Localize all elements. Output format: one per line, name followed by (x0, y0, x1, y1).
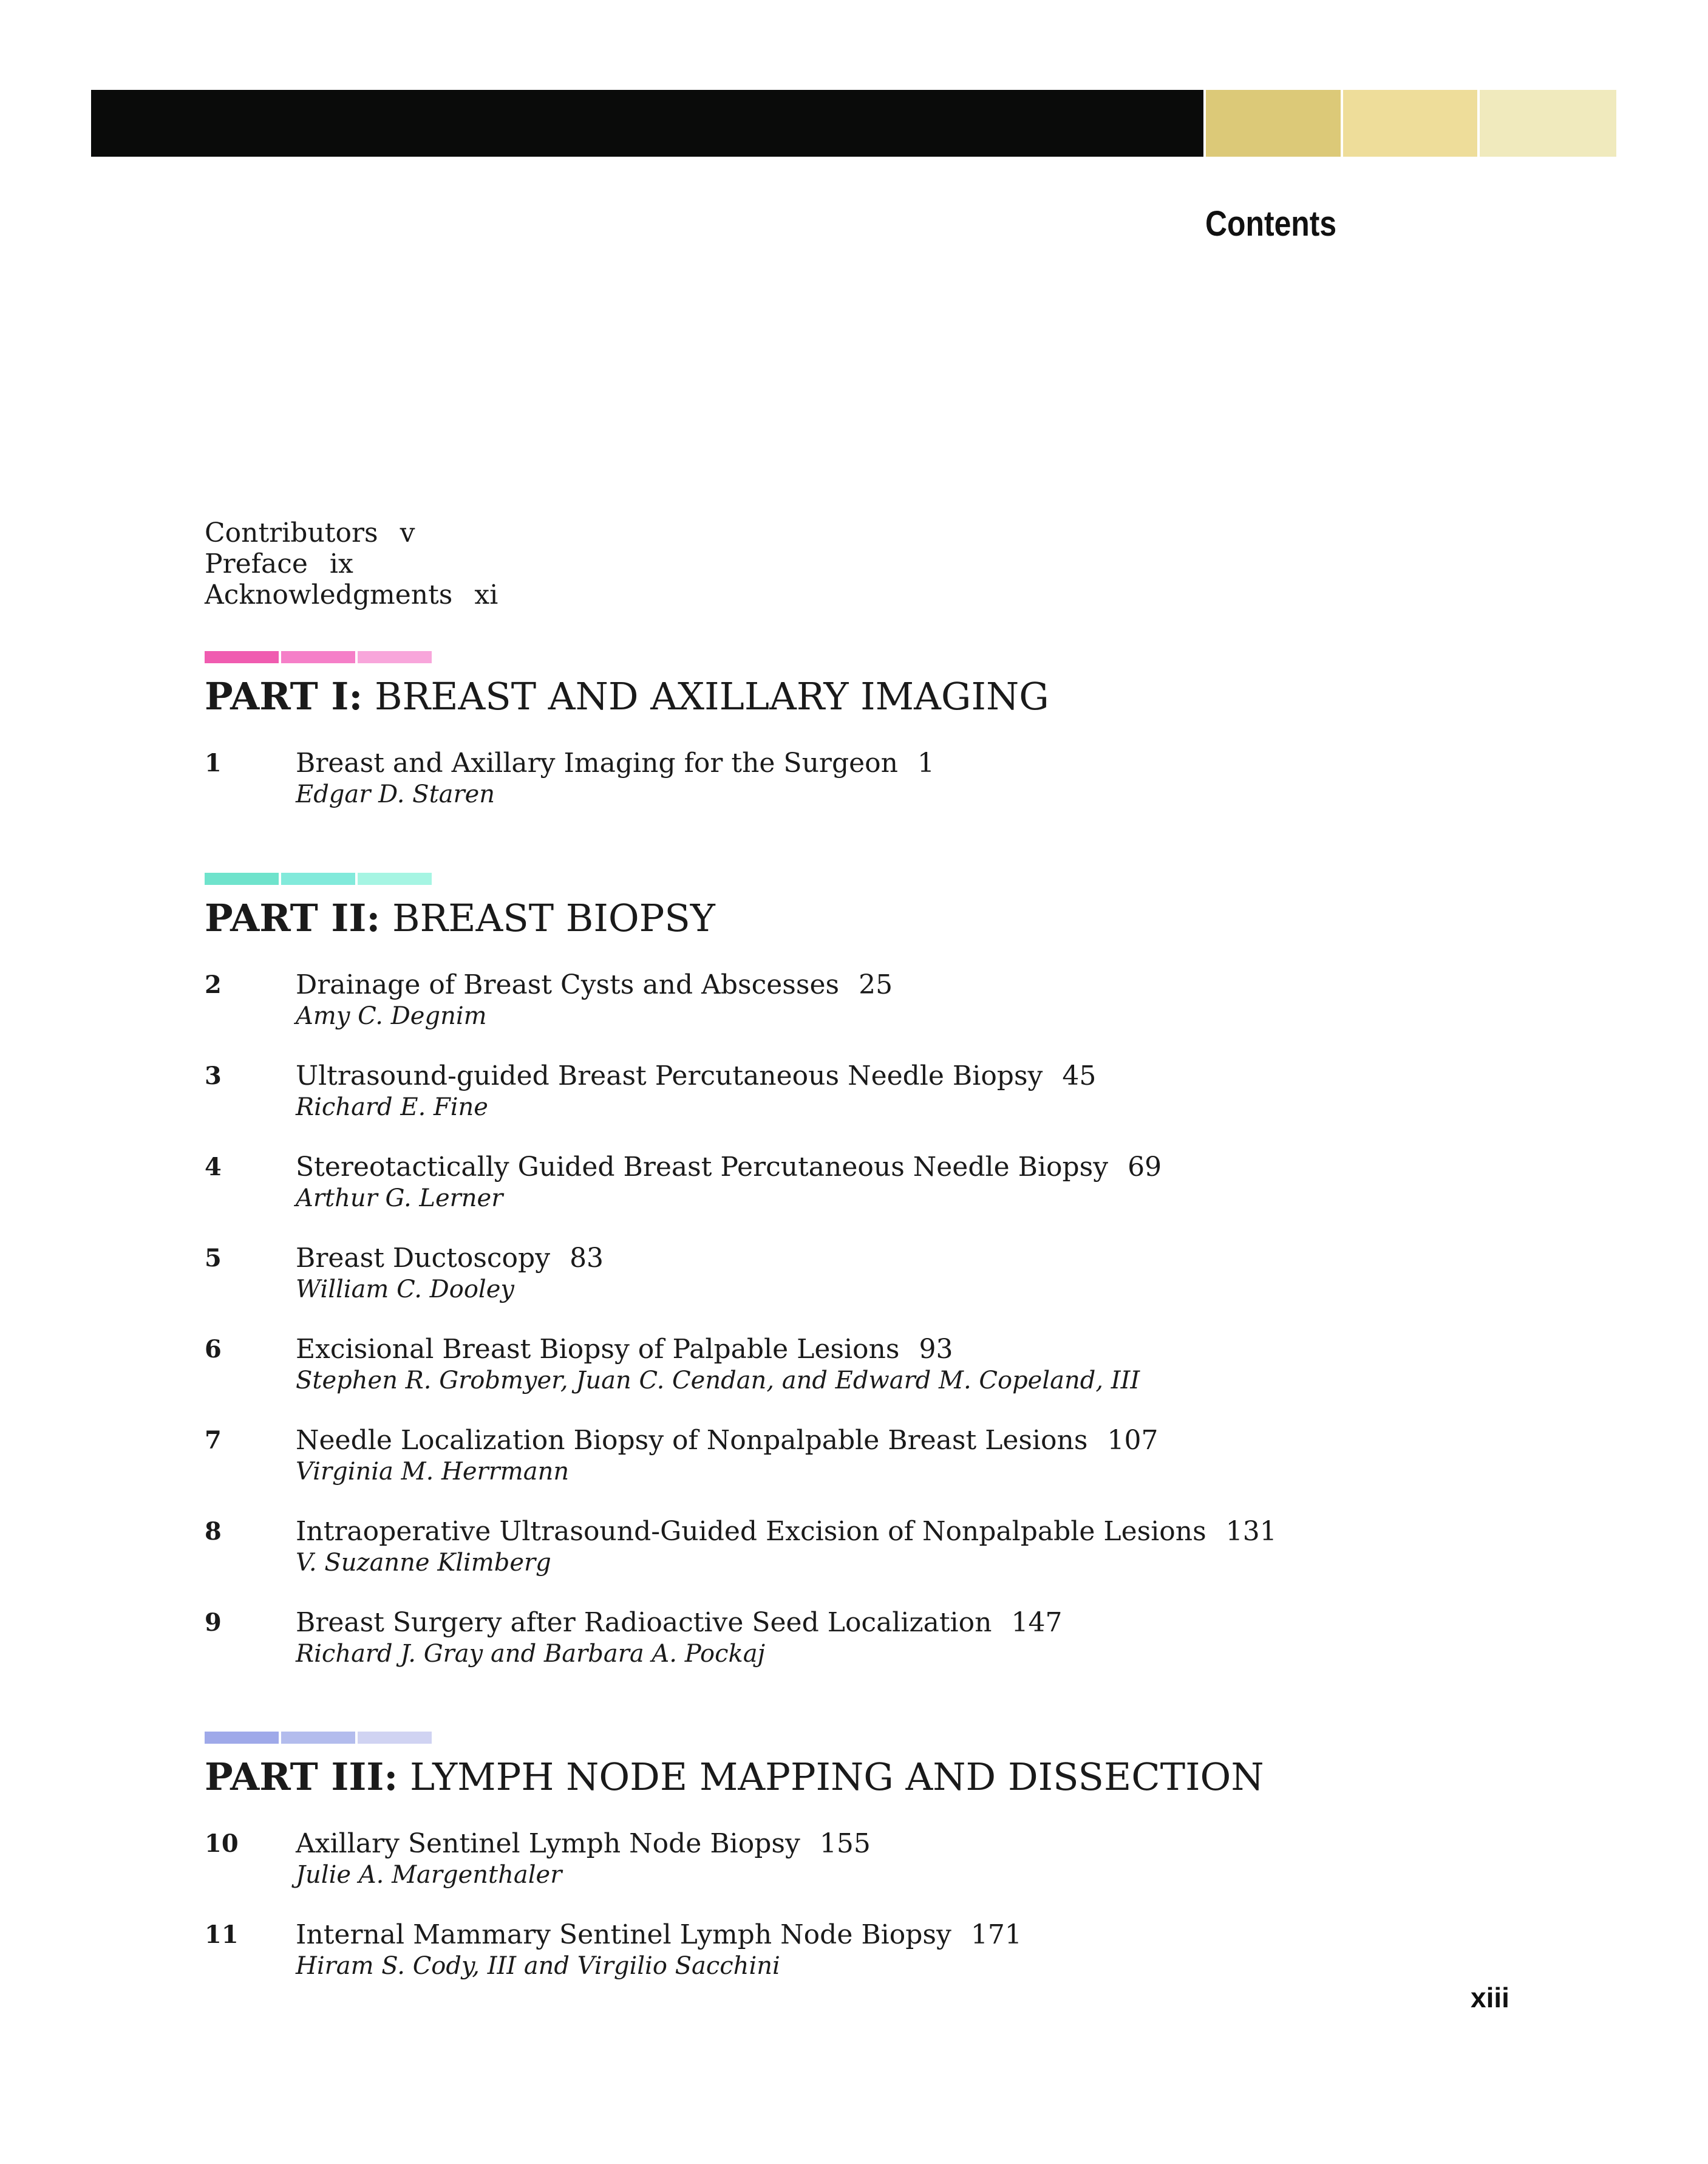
chapter-title: Breast Surgery after Radioactive Seed Localization (296, 1607, 992, 1638)
chapter-title: Drainage of Breast Cysts and Abscesses (296, 969, 840, 1000)
chapter-title: Internal Mammary Sentinel Lymph Node Biopsy (296, 1919, 951, 1950)
chapter-number: 3 (205, 1062, 222, 1090)
color-bar (281, 1732, 355, 1744)
part-label: PART II: (205, 896, 381, 940)
front-matter-item[interactable] (205, 548, 498, 579)
chapter-author: Edgar D. Staren (296, 780, 495, 808)
chapter-title: Stereotactically Guided Breast Percutaneous Needle Biopsy (296, 1152, 1109, 1183)
chapter-number: 1 (205, 749, 222, 777)
chapter-author: Richard J. Gray and Barbara A. Pockaj (296, 1640, 765, 1668)
color-bar (281, 873, 355, 885)
part-3-color-bars (205, 1732, 433, 1744)
chapter-page: 171 (970, 1919, 1022, 1950)
chapter-page: 45 (1062, 1060, 1097, 1091)
part-3-heading (205, 1755, 1264, 1799)
part-label: PART I: (205, 674, 363, 718)
chapter-number: 8 (205, 1517, 222, 1546)
chapter-page: 131 (1225, 1516, 1277, 1547)
chapter-title: Needle Localization Biopsy of Nonpalpable Breast Lesions (296, 1425, 1088, 1456)
chapter-title: Breast and Axillary Imaging for the Surgeon (296, 748, 898, 779)
chapter-number: 7 (205, 1426, 222, 1455)
front-matter-item[interactable] (205, 517, 498, 548)
chapter-author: Stephen R. Grobmyer, Juan C. Cendan, and Edward M. Copeland, III (296, 1367, 1140, 1394)
part-title: LYMPH NODE MAPPING AND DISSECTION (409, 1755, 1264, 1799)
chapter-number: 10 (205, 1829, 239, 1858)
color-bar (358, 651, 432, 663)
chapter-page: 1 (917, 748, 934, 779)
color-bar (281, 651, 355, 663)
color-bar (358, 873, 432, 885)
chapter-author: Hiram S. Cody, III and Virgilio Sacchini (296, 1952, 780, 1980)
front-matter-page: ix (329, 548, 353, 579)
part-label: PART III: (205, 1755, 398, 1799)
page-title: Contents (1205, 204, 1337, 244)
chapter-title: Ultrasound-guided Breast Percutaneous Needle Biopsy (296, 1060, 1043, 1091)
chapter-author: Arthur G. Lerner (296, 1184, 503, 1212)
front-matter-page: xi (474, 579, 498, 610)
front-matter-label: Acknowledgments (205, 579, 453, 610)
color-bar (205, 873, 279, 885)
chapter-author: Richard E. Fine (296, 1093, 488, 1121)
chapter-number: 5 (205, 1244, 222, 1272)
front-matter-page: v (400, 517, 415, 548)
chapter-page: 25 (859, 969, 893, 1000)
chapter-page: 93 (919, 1334, 953, 1365)
color-bar (358, 1732, 432, 1744)
header-band (91, 90, 1616, 157)
chapter-number: 9 (205, 1608, 222, 1637)
front-matter-label: Preface (205, 548, 308, 579)
chapter-page: 147 (1011, 1607, 1063, 1638)
header-black-bar (91, 90, 1203, 157)
color-bar (205, 1732, 279, 1744)
chapter-title: Breast Ductoscopy (296, 1243, 551, 1274)
chapter-title: Excisional Breast Biopsy of Palpable Lesions (296, 1334, 900, 1365)
header-swatch (1480, 90, 1616, 157)
chapter-number: 6 (205, 1335, 222, 1364)
chapter-page: 107 (1107, 1425, 1159, 1456)
part-2-color-bars (205, 873, 433, 885)
part-title: BREAST BIOPSY (392, 896, 715, 940)
chapter-author: Amy C. Degnim (296, 1002, 487, 1030)
page-number: xiii (1471, 1982, 1509, 2013)
header-swatch (1206, 90, 1341, 157)
part-1-color-bars (205, 651, 433, 663)
chapter-author: Virginia M. Herrmann (296, 1458, 570, 1486)
front-matter-label: Contributors (205, 517, 378, 548)
chapter-author: Julie A. Margenthaler (296, 1861, 562, 1889)
chapter-author: William C. Dooley (296, 1275, 514, 1303)
front-matter-item[interactable] (205, 579, 498, 610)
chapter-title: Intraoperative Ultrasound-Guided Excision of Nonpalpable Lesions (296, 1516, 1206, 1547)
chapter-number: 2 (205, 971, 222, 999)
chapter-number: 4 (205, 1153, 222, 1181)
header-swatch (1343, 90, 1477, 157)
part-title: BREAST AND AXILLARY IMAGING (374, 674, 1049, 718)
chapter-author: V. Suzanne Klimberg (296, 1549, 551, 1577)
chapter-page: 83 (570, 1243, 604, 1274)
color-bar (205, 651, 279, 663)
chapter-page: 69 (1128, 1152, 1162, 1183)
chapter-number: 11 (205, 1920, 239, 1949)
chapter-page: 155 (819, 1828, 871, 1859)
part-2-heading (205, 896, 715, 940)
front-matter-list (205, 517, 498, 610)
part-1-heading (205, 674, 1049, 718)
chapter-title: Axillary Sentinel Lymph Node Biopsy (296, 1828, 800, 1859)
